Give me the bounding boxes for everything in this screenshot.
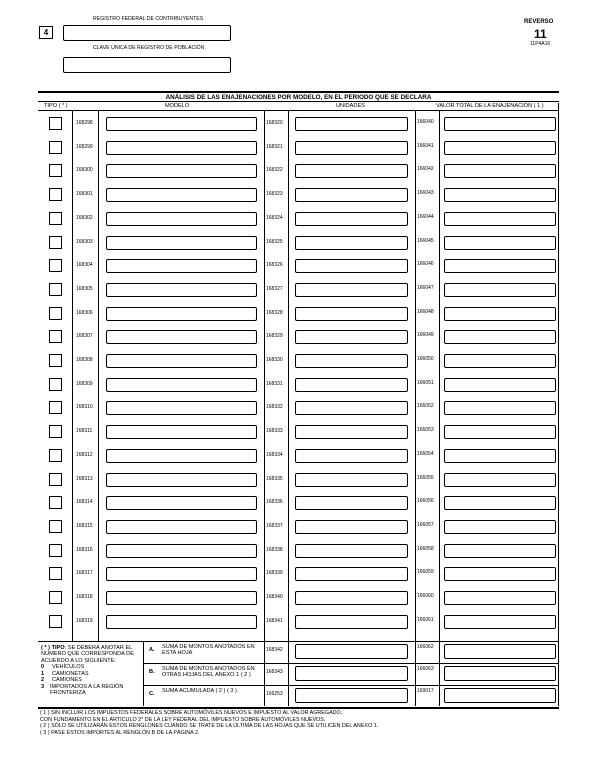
valor-code: 166047 xyxy=(417,284,434,291)
page-number: 11 xyxy=(534,27,547,41)
unidades-input[interactable] xyxy=(295,117,408,131)
valor-code: 166050 xyxy=(417,356,434,362)
column-header-modelo: MODELO xyxy=(165,103,190,109)
unidades-code: 168328 xyxy=(266,309,283,316)
modelo-code: 168318 xyxy=(76,594,93,600)
unidades-input[interactable] xyxy=(295,141,408,155)
modelo-input[interactable] xyxy=(106,259,257,273)
modelo-code: 168302 xyxy=(76,214,93,221)
tipo-checkbox[interactable] xyxy=(49,141,62,154)
valor-code: 166044 xyxy=(417,213,434,220)
unidades-input[interactable] xyxy=(295,354,408,368)
tipo-checkbox[interactable] xyxy=(49,401,62,414)
rfc-label: REGISTRO FEDERAL DE CONTRIBUYENTES xyxy=(93,16,204,22)
sum-valor-code: 166063 xyxy=(417,666,434,672)
tipo-option-label: CAMIONETAS xyxy=(52,670,89,677)
tipo-list xyxy=(41,664,140,696)
tipo-option-label: CAMIONES xyxy=(52,677,82,684)
valor-code: 166045 xyxy=(417,237,434,244)
header-divider xyxy=(38,110,559,111)
sum-unidades-input[interactable] xyxy=(295,666,408,681)
sum-letter: A. xyxy=(149,647,155,653)
sum-unidades-code: 168342 xyxy=(266,647,283,653)
valor-input[interactable] xyxy=(444,307,556,321)
column-header-unidades: UNIDADES xyxy=(336,103,365,109)
modelo-input[interactable] xyxy=(106,449,257,463)
tipo-checkbox[interactable] xyxy=(49,307,62,320)
modelo-input[interactable] xyxy=(106,401,257,415)
rfc-field[interactable] xyxy=(63,25,231,41)
valor-code: 166043 xyxy=(417,190,434,197)
modelo-code: 168299 xyxy=(76,143,93,150)
bottom-rule xyxy=(38,707,559,709)
modelo-code: 168301 xyxy=(76,191,93,198)
unidades-input[interactable] xyxy=(295,496,408,510)
modelo-code: 168312 xyxy=(76,451,93,458)
sum-divider xyxy=(143,663,559,664)
sum-unidades-input[interactable] xyxy=(295,688,408,703)
tipo-notes xyxy=(38,641,143,706)
tipo-checkbox[interactable] xyxy=(49,544,62,557)
tipo-notes-heading: ( * ) TIPO xyxy=(41,645,65,651)
valor-input[interactable] xyxy=(444,473,556,487)
unidades-code: 168325 xyxy=(266,238,283,245)
valor-input[interactable] xyxy=(444,330,556,344)
modelo-input[interactable] xyxy=(106,188,257,202)
tipo-notes-text: : SE DEBERÁ ANOTAR EL NÚMERO QUE CORRESPONDA DE ACUERDO A LO SIGUIENTE: xyxy=(41,645,134,664)
unidades-input[interactable] xyxy=(295,401,408,415)
column-divider xyxy=(264,110,265,706)
valor-input[interactable] xyxy=(444,425,556,439)
unidades-code: 168341 xyxy=(266,617,283,624)
modelo-input[interactable] xyxy=(106,520,257,534)
tipo-checkbox[interactable] xyxy=(49,615,62,628)
modelo-code: 168315 xyxy=(76,522,93,529)
sum-unidades-code: 169253 xyxy=(266,691,283,697)
curp-field[interactable] xyxy=(63,57,231,73)
valor-input[interactable] xyxy=(444,615,556,629)
modelo-code: 168306 xyxy=(76,309,93,316)
tipo-checkbox[interactable] xyxy=(49,378,62,391)
tipo-option-number: 2 xyxy=(41,677,45,684)
footnote: ( 1 ) SIN INCLUIR LOS IMPUESTOS FEDERALES SOBRE AUTOMÓVILES NUEVOS E IMPUESTO AL VALOR AGREGADO, xyxy=(40,710,343,716)
sum-valor-code: 169017 xyxy=(417,688,434,694)
modelo-input[interactable] xyxy=(106,473,257,487)
unidades-code: 168337 xyxy=(266,522,283,529)
modelo-code: 168308 xyxy=(76,357,93,363)
modelo-input[interactable] xyxy=(106,236,257,250)
column-divider xyxy=(98,110,99,641)
modelo-code: 168300 xyxy=(76,167,93,174)
valor-input[interactable] xyxy=(444,401,556,415)
tipo-option xyxy=(41,684,140,697)
unidades-code: 168336 xyxy=(266,499,283,506)
tipo-checkbox[interactable] xyxy=(49,283,62,296)
modelo-code: 168313 xyxy=(76,475,93,482)
reverso-label: REVERSO xyxy=(524,19,554,25)
valor-code: 166040 xyxy=(417,119,434,125)
modelo-code: 168310 xyxy=(76,404,93,411)
modelo-input[interactable] xyxy=(106,496,257,510)
tipo-option-label: IMPORTADOS A LA REGIÓN FRONTERIZA xyxy=(49,683,124,696)
modelo-input[interactable] xyxy=(106,164,257,178)
unidades-input[interactable] xyxy=(295,544,408,558)
valor-input[interactable] xyxy=(444,283,556,297)
unidades-input[interactable] xyxy=(295,591,408,605)
valor-input[interactable] xyxy=(444,591,556,605)
valor-input[interactable] xyxy=(444,567,556,581)
tipo-checkbox[interactable] xyxy=(49,259,62,272)
unidades-input[interactable] xyxy=(295,164,408,178)
footnote: CON FUNDAMENTO EN EL ARTÍCULO 2° DE LA LEY FEDERAL DEL IMPUESTO SOBRE AUTOMÓVILES NUEVOS. xyxy=(40,716,326,723)
modelo-code: 168309 xyxy=(76,380,93,387)
valor-code: 166053 xyxy=(417,427,434,434)
tipo-checkbox[interactable] xyxy=(49,212,62,225)
unidades-code: 168326 xyxy=(266,262,283,269)
modelo-input[interactable] xyxy=(106,567,257,581)
valor-code: 166058 xyxy=(417,545,434,552)
unidades-code: 168338 xyxy=(266,546,283,553)
sum-label: SUMA ACUMULADA ( 2 ) ( 3 ) xyxy=(162,688,237,694)
valor-code: 166059 xyxy=(417,569,434,576)
unidades-code: 168329 xyxy=(266,333,283,340)
tipo-checkbox[interactable] xyxy=(49,330,62,343)
footnote: ( 2 ) SÓLO SE UTILIZARÁN ESTOS RENGLONES CUANDO SE TRATE DE LA ÚLTIMA DE LAS HOJAS QUE SE UTILICEN DEL ANEXO 1. xyxy=(40,723,379,730)
valor-code: 166042 xyxy=(417,166,434,173)
unidades-code: 168331 xyxy=(266,380,283,387)
unidades-input[interactable] xyxy=(295,283,408,297)
modelo-input[interactable] xyxy=(106,141,257,155)
valor-input[interactable] xyxy=(444,449,556,463)
tipo-checkbox[interactable] xyxy=(49,425,62,438)
footnote: ( 3 ) PASE ESTOS IMPORTES AL RENGLÓN B DE LA PÁGINA 2. xyxy=(40,729,200,736)
tipo-checkbox[interactable] xyxy=(49,520,62,533)
column-divider xyxy=(415,110,416,706)
valor-code: 166055 xyxy=(417,474,434,481)
unidades-input[interactable] xyxy=(295,259,408,273)
sum-letter: B. xyxy=(149,669,155,675)
valor-code: 166046 xyxy=(417,261,434,268)
modelo-input[interactable] xyxy=(106,117,257,131)
valor-input[interactable] xyxy=(444,188,556,202)
modelo-code: 168319 xyxy=(76,617,93,624)
column-header-valor: VALOR TOTAL DE LA ENAJENACIÓN ( 1 ) xyxy=(436,103,544,109)
unidades-input[interactable] xyxy=(295,425,408,439)
column-header-tipo: TIPO ( * ) xyxy=(44,103,68,109)
valor-input[interactable] xyxy=(444,544,556,558)
form-code: 11P4A16 xyxy=(530,41,551,47)
unidades-code: 168333 xyxy=(266,428,283,435)
valor-code: 166056 xyxy=(417,498,434,505)
valor-input[interactable] xyxy=(444,520,556,534)
valor-code: 166060 xyxy=(417,593,434,599)
valor-input[interactable] xyxy=(444,117,556,131)
tipo-option-number: 0 xyxy=(41,664,45,671)
modelo-input[interactable] xyxy=(106,212,257,226)
modelo-code: 168316 xyxy=(76,546,93,553)
curp-label: CLAVE ÚNICA DE REGISTRO DE POBLACIÓN xyxy=(93,45,205,51)
sum-valor-input[interactable] xyxy=(444,644,556,659)
modelo-code: 168311 xyxy=(76,428,93,435)
sum-valor-input[interactable] xyxy=(444,666,556,681)
valor-input[interactable] xyxy=(444,496,556,510)
unidades-code: 168323 xyxy=(266,191,283,198)
valor-input[interactable] xyxy=(444,378,556,392)
valor-code: 166041 xyxy=(417,142,434,149)
valor-code: 166049 xyxy=(417,332,434,339)
modelo-code: 168304 xyxy=(76,262,93,269)
valor-input[interactable] xyxy=(444,164,556,178)
notes-divider xyxy=(143,641,144,706)
tipo-checkbox[interactable] xyxy=(49,164,62,177)
unidades-code: 168320 xyxy=(266,120,283,126)
modelo-code: 168305 xyxy=(76,285,93,292)
unidades-code: 168332 xyxy=(266,404,283,411)
unidades-input[interactable] xyxy=(295,567,408,581)
modelo-code: 168314 xyxy=(76,499,93,506)
tipo-checkbox[interactable] xyxy=(49,117,62,130)
section-title: ANÁLISIS DE LAS ENAJENACIONES POR MODELO, EN EL PERIODO QUE SE DECLARA xyxy=(38,91,559,102)
valor-input[interactable] xyxy=(444,141,556,155)
valor-code: 166057 xyxy=(417,521,434,528)
unidades-code: 168339 xyxy=(266,570,283,577)
valor-input[interactable] xyxy=(444,212,556,226)
tipo-option-label: VEHÍCULOS xyxy=(52,664,85,671)
modelo-code: 168303 xyxy=(76,238,93,245)
unidades-code: 168340 xyxy=(266,594,283,600)
sum-valor-input[interactable] xyxy=(444,688,556,703)
modelo-input[interactable] xyxy=(106,330,257,344)
sum-divider xyxy=(143,685,559,686)
unidades-code: 168322 xyxy=(266,167,283,174)
unidades-input[interactable] xyxy=(295,520,408,534)
tipo-checkbox[interactable] xyxy=(49,236,62,249)
unidades-input[interactable] xyxy=(295,378,408,392)
valor-code: 166051 xyxy=(417,379,434,386)
valor-code: 166048 xyxy=(417,308,434,315)
unidades-code: 168324 xyxy=(266,214,283,221)
modelo-input[interactable] xyxy=(106,283,257,297)
valor-code: 166052 xyxy=(417,403,434,410)
modelo-input[interactable] xyxy=(106,591,257,605)
unidades-code: 168335 xyxy=(266,475,283,482)
sum-label: SUMA DE MONTOS ANOTADOS EN ESTA HOJA xyxy=(162,644,255,657)
column-divider xyxy=(558,103,559,706)
valor-input[interactable] xyxy=(444,259,556,273)
tipo-option-number: 1 xyxy=(41,670,45,677)
unidades-input[interactable] xyxy=(295,473,408,487)
unidades-input[interactable] xyxy=(295,212,408,226)
column-divider xyxy=(439,110,440,706)
tipo-option-number: 3 xyxy=(41,683,45,690)
unidades-code: 168330 xyxy=(266,357,283,363)
modelo-input[interactable] xyxy=(106,425,257,439)
valor-code: 166054 xyxy=(417,450,434,457)
modelo-input[interactable] xyxy=(106,378,257,392)
tipo-checkbox[interactable] xyxy=(49,567,62,580)
unidades-input[interactable] xyxy=(295,449,408,463)
tipo-checkbox[interactable] xyxy=(49,496,62,509)
valor-input[interactable] xyxy=(444,354,556,368)
unidades-input[interactable] xyxy=(295,307,408,321)
unidades-code: 168321 xyxy=(266,143,283,150)
unidades-input[interactable] xyxy=(295,330,408,344)
tipo-checkbox[interactable] xyxy=(49,473,62,486)
modelo-code: 168307 xyxy=(76,333,93,340)
modelo-input[interactable] xyxy=(106,307,257,321)
unidades-input[interactable] xyxy=(295,236,408,250)
unidades-input[interactable] xyxy=(295,615,408,629)
tipo-checkbox[interactable] xyxy=(49,449,62,462)
sum-unidades-code: 168343 xyxy=(266,669,283,675)
section-number: 4 xyxy=(39,26,53,39)
unidades-input[interactable] xyxy=(295,188,408,202)
valor-input[interactable] xyxy=(444,236,556,250)
modelo-code: 168298 xyxy=(76,120,93,126)
sum-unidades-input[interactable] xyxy=(295,644,408,659)
modelo-input[interactable] xyxy=(106,615,257,629)
sum-valor-code: 166062 xyxy=(417,644,434,650)
modelo-input[interactable] xyxy=(106,354,257,368)
unidades-code: 168334 xyxy=(266,451,283,458)
modelo-code: 168317 xyxy=(76,570,93,577)
column-divider xyxy=(72,110,73,641)
valor-code: 166061 xyxy=(417,616,434,623)
tipo-checkbox[interactable] xyxy=(49,188,62,201)
sum-letter: C. xyxy=(149,691,155,697)
unidades-code: 168327 xyxy=(266,285,283,292)
tipo-checkbox[interactable] xyxy=(49,591,62,604)
tipo-checkbox[interactable] xyxy=(49,354,62,367)
column-divider xyxy=(288,110,289,706)
sum-label: SUMA DE MONTOS ANOTADOS EN OTRAS HOJAS DEL ANEXO 1 ( 2 ) xyxy=(162,666,255,679)
modelo-input[interactable] xyxy=(106,544,257,558)
